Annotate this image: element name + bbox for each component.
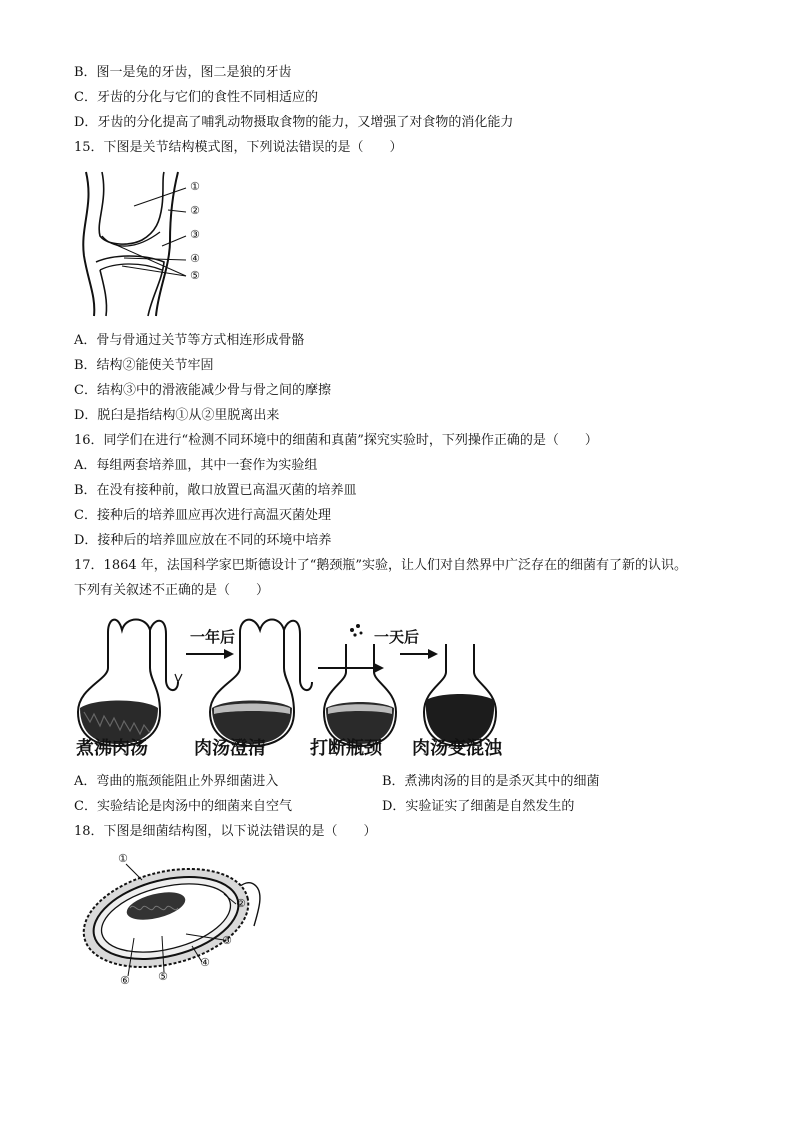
q14-option-b: B．图一是兔的牙齿，图二是狼的牙齿 xyxy=(74,65,292,80)
arrow-label-one-year: 一年后 xyxy=(190,628,236,646)
q15-option-d: D．脱臼是指结构①从②里脱离出来 xyxy=(74,408,280,423)
flask-boiling xyxy=(78,620,182,747)
q16-option-b: B．在没有接种前，敞口放置已高温灭菌的培养皿 xyxy=(74,483,357,498)
q14-option-c: C．牙齿的分化与它们的食性不同相适应的 xyxy=(74,90,318,105)
q15-option-c: C．结构③中的滑液能减少骨与骨之间的摩擦 xyxy=(74,383,331,398)
bacteria-diagram xyxy=(74,852,274,1002)
q17-option-d: D．实验证实了细菌是自然发生的 xyxy=(382,799,575,814)
caption-break-neck: 打断瓶颈 xyxy=(310,738,382,759)
joint-diagram xyxy=(74,166,224,318)
q17-option-a: A．弯曲的瓶颈能阻止外界细菌进入 xyxy=(74,774,279,789)
q18-stem: 18．下图是细菌结构图，以下说法错误的是（ ） xyxy=(74,824,377,839)
bacteria-label-5: ⑤ xyxy=(158,970,168,983)
q14-option-d: D．牙齿的分化提高了哺乳动物摄取食物的能力，又增强了对食物的消化能力 xyxy=(74,115,514,130)
joint-label-1: ① xyxy=(190,180,200,193)
joint-label-5: ⑤ xyxy=(190,269,200,282)
bacteria-label-2: ② xyxy=(236,897,246,910)
q15-option-a: A．骨与骨通过关节等方式相连形成骨骼 xyxy=(74,333,305,348)
q17-stem-line1: 17．1864 年，法国科学家巴斯德设计了“鹅颈瓶”实验，让人们对自然界中广泛存在的细菌有了新的认识。 xyxy=(74,558,688,573)
q16-option-d: D．接种后的培养皿应放在不同的环境中培养 xyxy=(74,533,332,548)
bacteria-label-4: ④ xyxy=(200,956,210,969)
q15-option-b: B．结构②能使关节牢固 xyxy=(74,358,214,373)
q17-stem-line2: 下列有关叙述不正确的是（ ） xyxy=(74,583,270,598)
caption-clear-broth: 肉汤澄清 xyxy=(194,738,266,759)
arrow-label-one-day: 一天后 xyxy=(374,628,420,646)
joint-label-3: ③ xyxy=(190,228,200,241)
bacteria-label-6: ⑥ xyxy=(120,974,130,987)
joint-label-2: ② xyxy=(190,204,200,217)
bacteria-label-3: ③ xyxy=(222,934,232,947)
caption-boiling-broth: 煮沸肉汤 xyxy=(76,738,148,759)
q17-option-b: B．煮沸肉汤的目的是杀灭其中的细菌 xyxy=(382,774,600,789)
bacteria-label-1: ① xyxy=(118,852,128,865)
q16-option-a: A．每组两套培养皿，其中一套作为实验组 xyxy=(74,458,318,473)
q16-option-c: C．接种后的培养皿应再次进行高温灭菌处理 xyxy=(74,508,331,523)
joint-label-4: ④ xyxy=(190,252,200,265)
q17-option-c: C．实验结论是肉汤中的细菌来自空气 xyxy=(74,799,292,814)
q15-stem: 15．下图是关节结构模式图，下列说法错误的是（ ） xyxy=(74,140,403,155)
q16-stem: 16．同学们在进行“检测不同环境中的细菌和真菌”探究实验时，下列操作正确的是（ ） xyxy=(74,433,598,448)
flask-cloudy xyxy=(424,644,496,746)
caption-cloudy-broth: 肉汤变混浊 xyxy=(412,738,502,759)
